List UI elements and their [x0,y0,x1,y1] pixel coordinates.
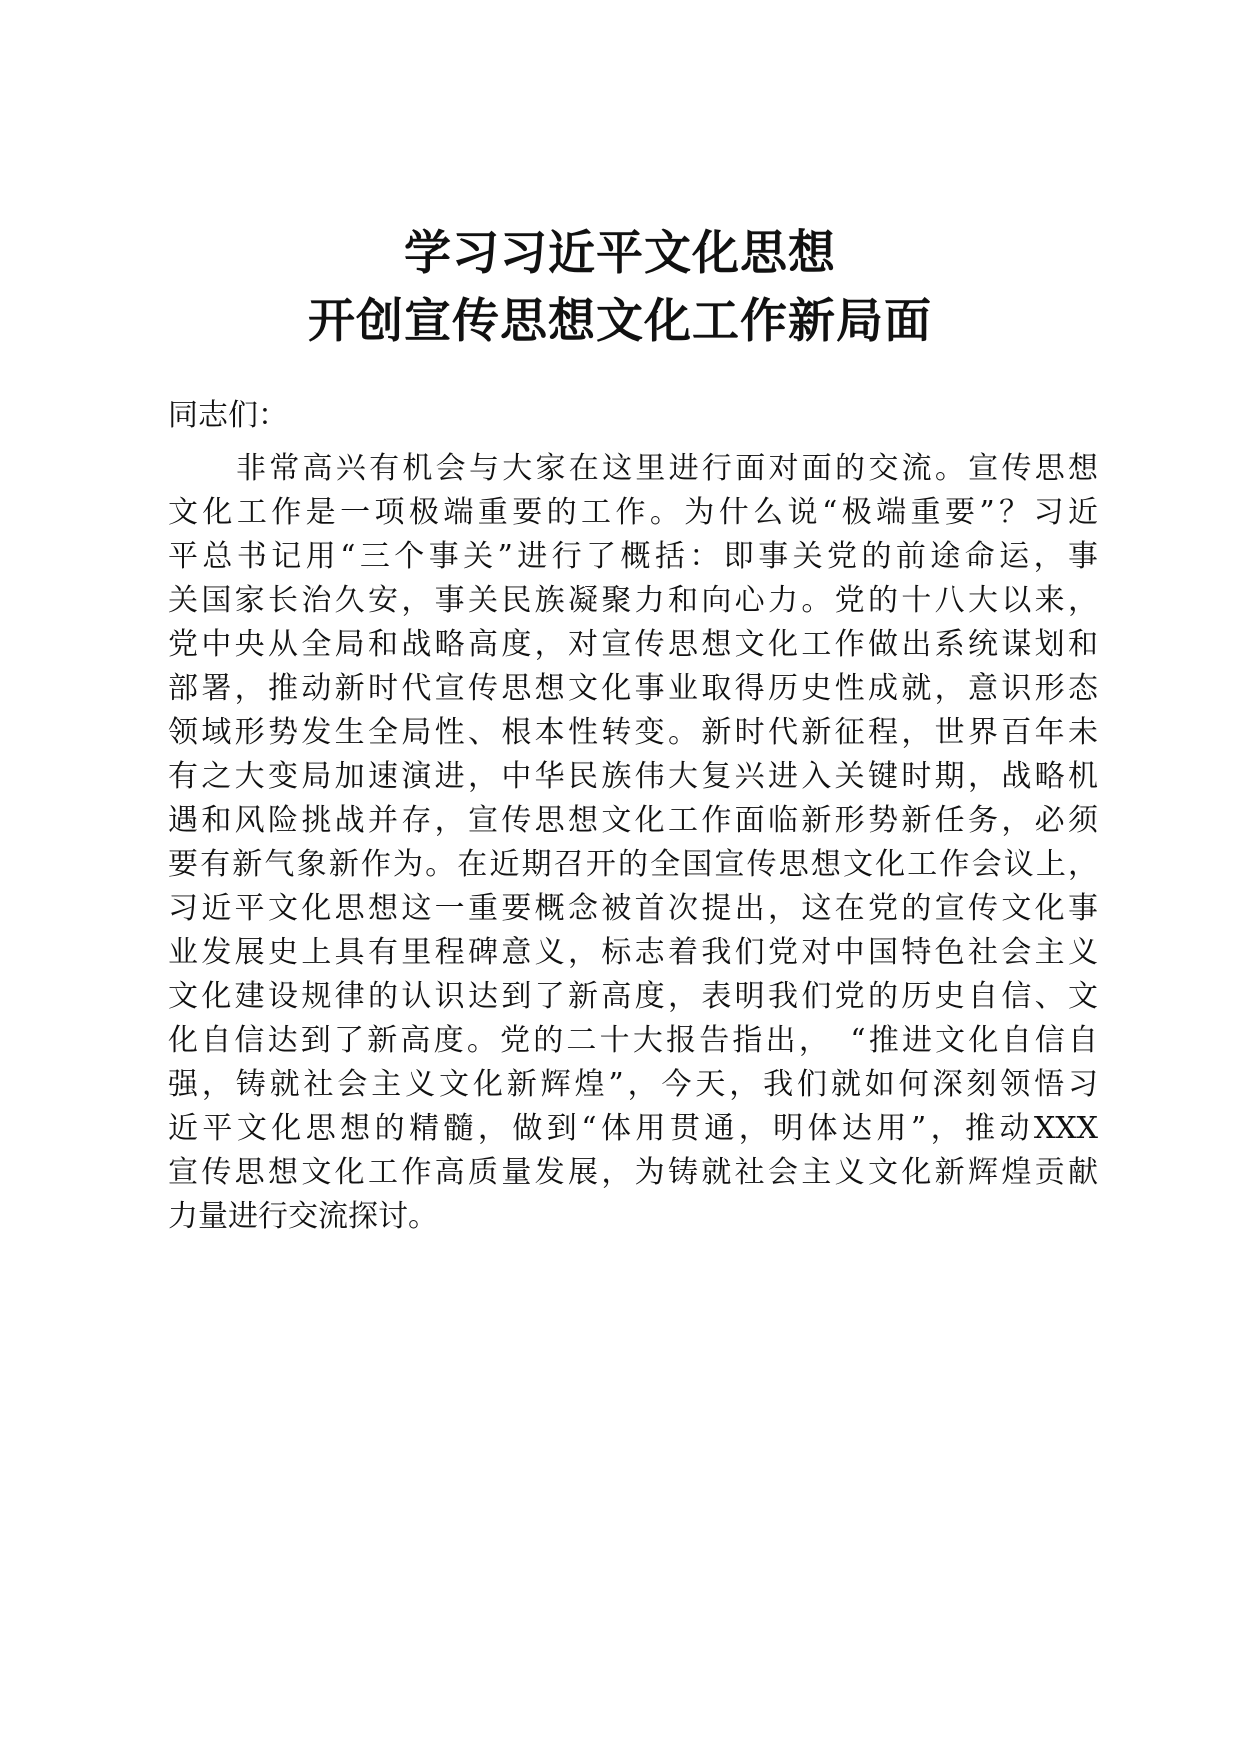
body-line: 领域形势发生全局性、根本性转变。新时代新征程，世界百年未 [168,715,1098,750]
body-line: 业发展史上具有里程碑意义，标志着我们党对中国特色社会主义 [168,935,1098,970]
body-line: 平总书记用“三个事关”进行了概括：即事关党的前途命运，事 [168,539,1098,574]
body-line: 要有新气象新作为。在近期召开的全国宣传思想文化工作会议上， [168,847,1098,882]
body-paragraph [168,447,1098,1239]
title-line-2: 开创宣传思想文化工作新局面 [308,294,932,349]
document-title [0,220,1240,356]
body-line: 力量进行交流探讨。 [168,1199,438,1234]
salutation: 同志们： [168,398,288,433]
body-line: 有之大变局加速演进，中华民族伟大复兴进入关键时期，战略机 [168,759,1098,794]
body-line: 非常高兴有机会与大家在这里进行面对面的交流。宣传思想 [236,451,1098,486]
body-line: 遇和风险挑战并存，宣传思想文化工作面临新形势新任务，必须 [168,803,1098,838]
body-line: 近平文化思想的精髓，做到“体用贯通，明体达用”，推动XXX [168,1111,1098,1146]
body-line: 文化建设规律的认识达到了新高度，表明我们党的历史自信、文 [168,979,1098,1014]
body-line: 强，铸就社会主义文化新辉煌”，今天，我们就如何深刻领悟习 [168,1067,1098,1102]
title-line-1: 学习习近平文化思想 [404,226,836,281]
body-line: 习近平文化思想这一重要概念被首次提出，这在党的宣传文化事 [168,891,1098,926]
body-line: 部署，推动新时代宣传思想文化事业取得历史性成就，意识形态 [168,671,1098,706]
body-line: 宣传思想文化工作高质量发展，为铸就社会主义文化新辉煌贡献 [168,1155,1098,1190]
body-line: 党中央从全局和战略高度，对宣传思想文化工作做出系统谋划和 [168,627,1098,662]
body-line: 化自信达到了新高度。党的二十大报告指出， “推进文化自信自 [168,1023,1098,1058]
body-line: 关国家长治久安，事关民族凝聚力和向心力。党的十八大以来， [168,583,1098,618]
body-line: 文化工作是一项极端重要的工作。为什么说“极端重要”？习近 [168,495,1098,530]
